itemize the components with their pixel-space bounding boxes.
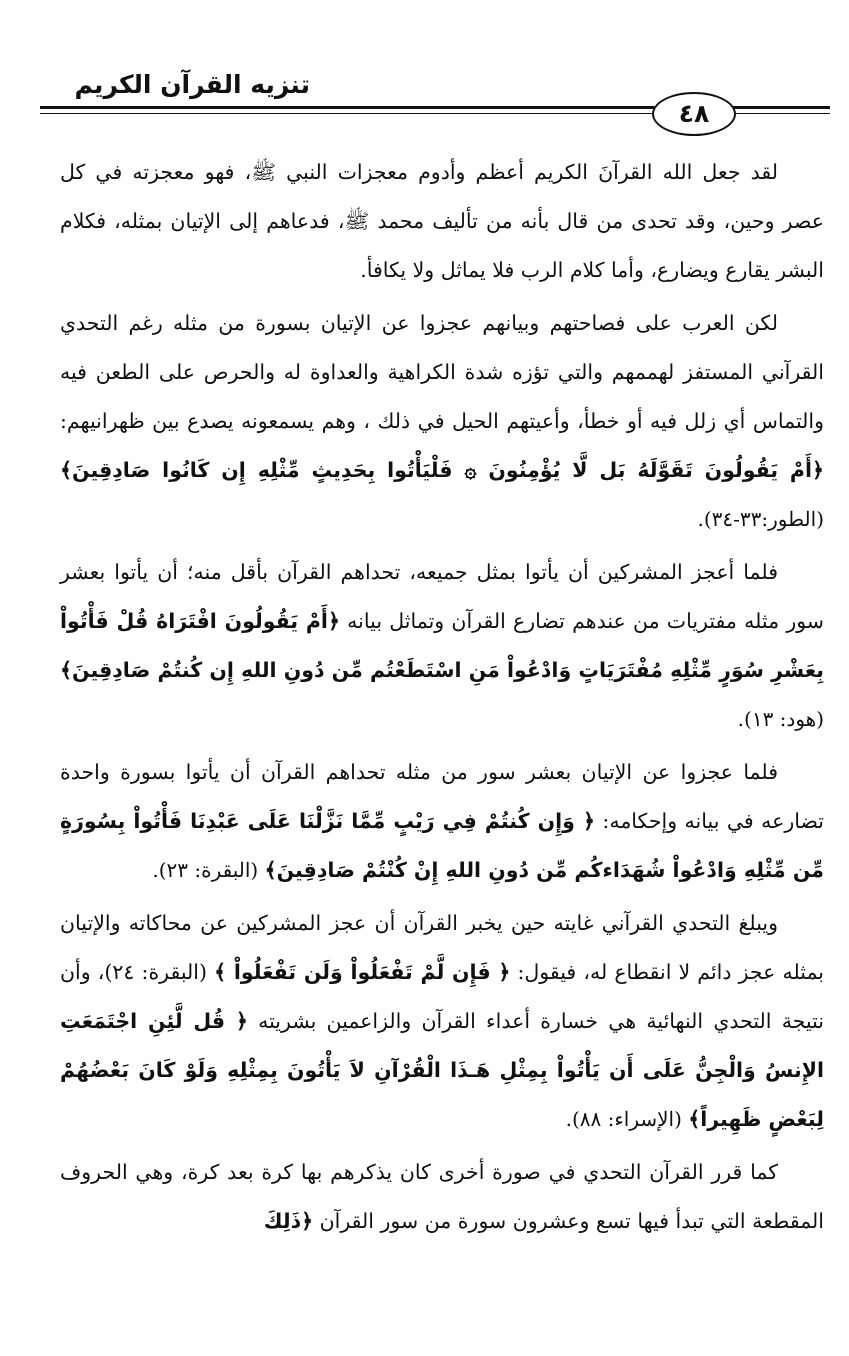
quran-verse: ﴿ذَلِكَ [263, 1209, 314, 1233]
quran-verse: ﴿ قُل لَّئِنِ اجْتَمَعَتِ الإِنسُ وَالْجِنُّ عَلَى أَن يَأْتُواْ بِمِثْلِ هَـذَا الْقُرْآنِ لاَ يَأْتُونَ بِمِثْلِهِ وَلَوْ كَانَ بَعْضُهُمْ لِبَعْضٍ ظَهِيراً﴾ [60, 1009, 824, 1131]
page-number: ٤٨ [652, 92, 736, 136]
paragraph [60, 299, 824, 544]
paragraph [60, 548, 824, 744]
quran-verse: ﴿ فَإِن لَّمْ تَفْعَلُواْ وَلَن تَفْعَلُواْ ﴾ [214, 960, 511, 984]
page-header [40, 62, 830, 142]
paragraph-text: فلما عجزوا عن الإتيان بعشر سور من مثله تحداهم القرآن أن يأتوا بسورة واحدة تضارعه في بيانه وإحكامه: [60, 760, 824, 833]
paragraph-text: ويبلغ التحدي القرآني غايته حين يخبر القرآن أن عجز المشركين عن محاكاته والإتيان بمثله عجز دائم لا انقطاع له، فيقول: [60, 911, 825, 984]
paragraph-text: (البقرة: ٢٤)، وأن نتيجة التحدي النهائية هي خسارة أعداء القرآن والزاعمين بشريته [60, 960, 825, 1033]
paragraph [60, 899, 824, 1144]
paragraph-text: لكن العرب على فصاحتهم وبيانهم عجزوا عن الإتيان بسورة من مثله رغم التحدي القرآني المستفز لهممهم والتي تؤزه شدة الكراهية والعداوة له والحرص على الطعن فيه والتماس أي زلل فيه أو خطأ، وأعيتهم الحيل في ذلك ، وهم يسمعونه يصدع بين ظهرانيهم: [60, 311, 824, 433]
paragraph-text: كما قرر القرآن التحدي في صورة أخرى كان يذكرهم بها كرة بعد كرة، وهي الحروف المقطعة التي تبدأ فيها تسع وعشرون سورة من سور القرآن [60, 1160, 824, 1233]
verse-reference: (الطور:٣٣-٣٤). [697, 507, 824, 531]
quran-verse: ﴿ وَإِن كُنتُمْ فِي رَيْبٍ مِّمَّا نَزَّلْنَا عَلَى عَبْدِنَا فَأْتُواْ بِسُورَةٍ مِّن مِّثْلِهِ وَادْعُواْ شُهَدَاءكُم مِّن دُونِ اللهِ إِنْ كُنْتُمْ صَادِقِينَ﴾ [60, 809, 824, 882]
quran-verse: ﴿أَمْ يَقُولُونَ تَقَوَّلَهُ بَل لَّا يُؤْمِنُونَ ۞ فَلْيَأْتُوا بِحَدِيثٍ مِّثْلِهِ إِن كَانُوا صَادِقِينَ﴾ [60, 458, 824, 482]
paragraph-text: لقد جعل الله القرآنَ الكريم أعظم وأدوم معجزات النبي ﷺ، فهو معجزته في كل عصر وحين، وقد تحدى من قال بأنه من تأليف محمد ﷺ، فدعاهم إلى الإتيان بمثله، فكلام البشر يقارع ويضارع، وأما كلام الرب فلا يماثل ولا يكافأ. [60, 160, 824, 282]
verse-reference: (الإسراء: ٨٨). [565, 1107, 689, 1131]
verse-reference: (البقرة: ٢٣). [152, 858, 265, 882]
paragraph [60, 748, 824, 895]
paragraph [60, 1148, 824, 1246]
running-title: تنزيه القرآن الكريم [74, 70, 310, 99]
paragraph [60, 148, 824, 295]
paragraph-text: فلما أعجز المشركين أن يأتوا بمثل جميعه، تحداهم القرآن بأقل منه؛ أن يأتوا بعشر سور مثله مفتريات من عندهم تضارع القرآن وتماثل بيانه [60, 560, 824, 633]
quran-verse: ﴿أَمْ يَقُولُونَ افْتَرَاهُ قُلْ فَأْتُواْ بِعَشْرِ سُوَرٍ مِّثْلِهِ مُفْتَرَيَاتٍ وَادْعُواْ مَنِ اسْتَطَعْتُم مِّن دُونِ اللهِ إِن كُنتُمْ صَادِقِينَ﴾ [60, 609, 824, 682]
body-text [60, 148, 824, 1250]
verse-reference: (هود: ١٣). [737, 707, 824, 731]
